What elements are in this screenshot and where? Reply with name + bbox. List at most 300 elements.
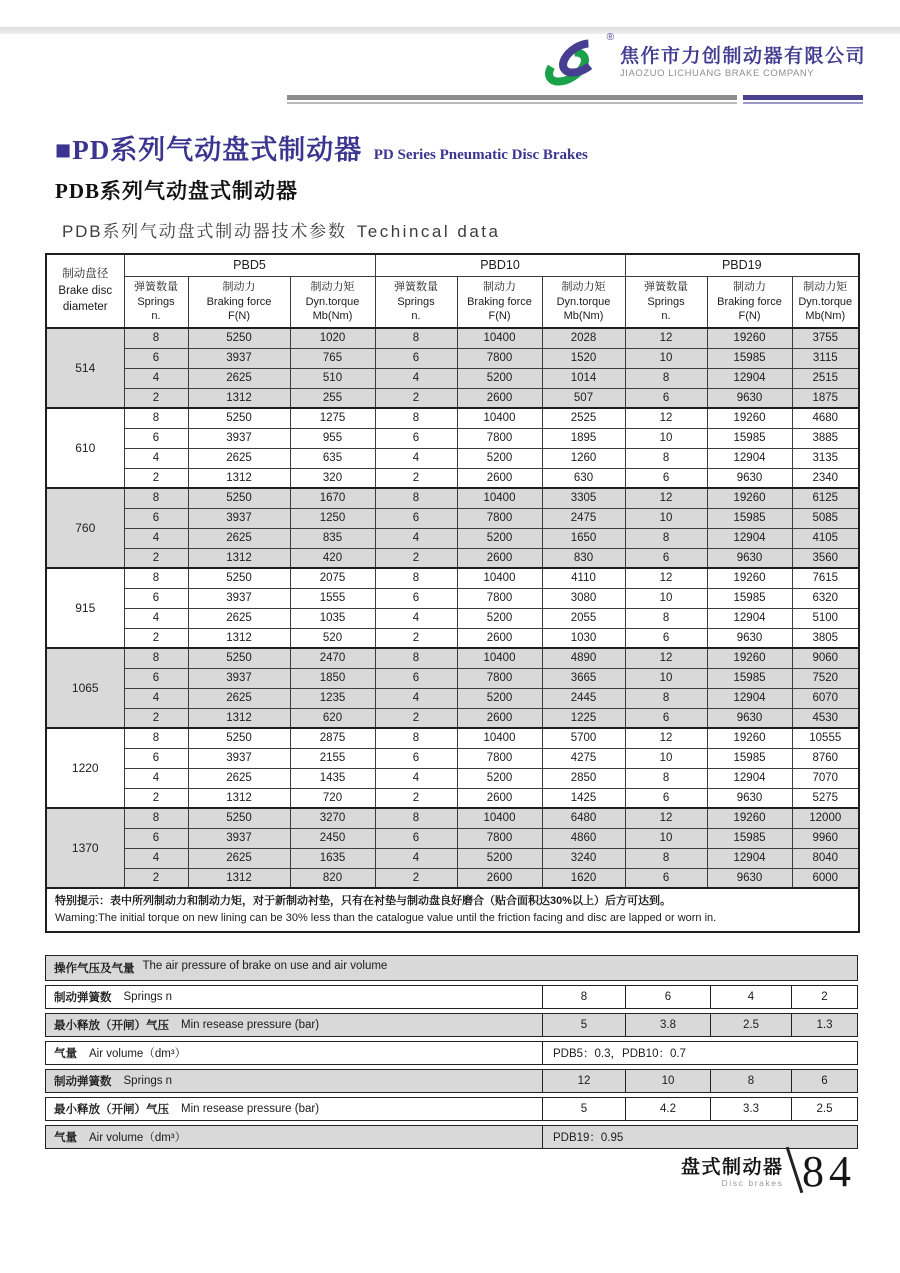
value-cell: 820 xyxy=(290,868,375,888)
value-cell: 12 xyxy=(625,488,707,508)
value-cell: 1275 xyxy=(290,408,375,428)
table-row xyxy=(46,468,859,488)
value-cell: 2 xyxy=(124,388,188,408)
value-cell: 6480 xyxy=(542,808,625,828)
page-top-edge xyxy=(0,27,900,34)
value-cell: 12 xyxy=(625,568,707,588)
value-cell: 3240 xyxy=(542,848,625,868)
value-cell: 3755 xyxy=(792,328,859,348)
value-cell: 5200 xyxy=(457,448,542,468)
value-cell: 5200 xyxy=(457,688,542,708)
value-cell: 10 xyxy=(625,748,707,768)
value-cell: 5250 xyxy=(188,328,290,348)
table-row xyxy=(46,848,859,868)
value-cell: 10400 xyxy=(457,728,542,748)
value-cell: 15985 xyxy=(707,668,792,688)
value-cell: 1620 xyxy=(542,868,625,888)
value-cell: 19260 xyxy=(707,808,792,828)
value-cell: 9960 xyxy=(792,828,859,848)
value-cell: 5275 xyxy=(792,788,859,808)
value-cell: 2 xyxy=(375,628,457,648)
value-cell: 10400 xyxy=(457,568,542,588)
value-cell: 15985 xyxy=(707,508,792,528)
spec-value: 1.3 xyxy=(791,1014,857,1036)
table-row xyxy=(46,768,859,788)
value-cell: 2625 xyxy=(188,528,290,548)
page-number: 84 xyxy=(802,1147,856,1196)
value-cell: 1650 xyxy=(542,528,625,548)
table-row xyxy=(46,608,859,628)
value-cell: 2155 xyxy=(290,748,375,768)
value-cell: 6 xyxy=(375,348,457,368)
value-cell: 10 xyxy=(625,348,707,368)
value-cell: 15985 xyxy=(707,828,792,848)
value-cell: 3305 xyxy=(542,488,625,508)
value-cell: 2475 xyxy=(542,508,625,528)
table-row xyxy=(46,508,859,528)
value-cell: 5250 xyxy=(188,728,290,748)
spec-row-springs-1 xyxy=(45,985,858,1009)
value-cell: 2625 xyxy=(188,368,290,388)
value-cell: 1014 xyxy=(542,368,625,388)
section-title-en: Techincal data xyxy=(356,222,501,241)
value-cell: 6 xyxy=(625,788,707,808)
value-cell: 8 xyxy=(625,768,707,788)
value-cell: 12904 xyxy=(707,768,792,788)
value-cell: 4275 xyxy=(542,748,625,768)
spec-value: 6 xyxy=(791,1070,857,1092)
value-cell: 2 xyxy=(375,388,457,408)
series-title-en: PD Series Pneumatic Disc Brakes xyxy=(373,147,588,163)
value-cell: 7800 xyxy=(457,508,542,528)
value-cell: 1895 xyxy=(542,428,625,448)
value-cell: 2 xyxy=(124,788,188,808)
spec-merged-value: PDB19：0.95 xyxy=(542,1126,857,1148)
value-cell: 1425 xyxy=(542,788,625,808)
value-cell: 12904 xyxy=(707,448,792,468)
value-cell: 4680 xyxy=(792,408,859,428)
value-cell: 1312 xyxy=(188,468,290,488)
spec-row-label: 制动弹簧数 Springs n xyxy=(54,1075,173,1088)
spec-section xyxy=(45,951,858,1149)
value-cell: 10 xyxy=(625,828,707,848)
value-cell: 8 xyxy=(375,648,457,668)
value-cell: 1670 xyxy=(290,488,375,508)
dyn-torque-header: 制动力矩 Dyn.torque Mb(Nm) xyxy=(542,276,625,328)
value-cell: 5200 xyxy=(457,528,542,548)
value-cell: 1635 xyxy=(290,848,375,868)
value-cell: 8 xyxy=(375,408,457,428)
value-cell: 7800 xyxy=(457,588,542,608)
value-cell: 10400 xyxy=(457,648,542,668)
value-cell: 4105 xyxy=(792,528,859,548)
value-cell: 8 xyxy=(375,728,457,748)
disc-diameter-cell: 1220 xyxy=(46,728,124,808)
value-cell: 3937 xyxy=(188,748,290,768)
value-cell: 1312 xyxy=(188,708,290,728)
table-row xyxy=(46,388,859,408)
value-cell: 2600 xyxy=(457,868,542,888)
company-logo xyxy=(540,34,612,92)
value-cell: 2 xyxy=(124,628,188,648)
value-cell: 1312 xyxy=(188,628,290,648)
table-note-en: Waming:The initial torque on new lining can be 30% less than the catalogue value until the friction facing and disc are lapped or worn in. xyxy=(55,911,717,924)
value-cell: 630 xyxy=(542,468,625,488)
table-row xyxy=(46,368,859,388)
value-cell: 3937 xyxy=(188,668,290,688)
value-cell: 3115 xyxy=(792,348,859,368)
table-row xyxy=(46,788,859,808)
value-cell: 6 xyxy=(124,588,188,608)
value-cell: 4 xyxy=(124,848,188,868)
value-cell: 8 xyxy=(124,808,188,828)
value-cell: 12 xyxy=(625,808,707,828)
table-row xyxy=(46,628,859,648)
table-row xyxy=(46,448,859,468)
value-cell: 2600 xyxy=(457,468,542,488)
value-cell: 3270 xyxy=(290,808,375,828)
value-cell: 2 xyxy=(375,708,457,728)
value-cell: 9630 xyxy=(707,628,792,648)
value-cell: 8 xyxy=(625,848,707,868)
value-cell: 3937 xyxy=(188,508,290,528)
value-cell: 2340 xyxy=(792,468,859,488)
sub-header-row xyxy=(46,276,859,328)
value-cell: 19260 xyxy=(707,408,792,428)
value-cell: 635 xyxy=(290,448,375,468)
value-cell: 1312 xyxy=(188,388,290,408)
table-row xyxy=(46,348,859,368)
value-cell: 19260 xyxy=(707,568,792,588)
value-cell: 6 xyxy=(375,428,457,448)
value-cell: 5200 xyxy=(457,368,542,388)
value-cell: 6 xyxy=(375,668,457,688)
value-cell: 9630 xyxy=(707,788,792,808)
value-cell: 2525 xyxy=(542,408,625,428)
value-cell: 8 xyxy=(625,528,707,548)
value-cell: 3885 xyxy=(792,428,859,448)
value-cell: 6 xyxy=(375,748,457,768)
value-cell: 6 xyxy=(625,708,707,728)
value-cell: 5250 xyxy=(188,568,290,588)
value-cell: 2 xyxy=(124,548,188,568)
value-cell: 8 xyxy=(124,648,188,668)
disc-diameter-cell: 915 xyxy=(46,568,124,648)
value-cell: 9630 xyxy=(707,388,792,408)
dyn-torque-header: 制动力矩 Dyn.torque Mb(Nm) xyxy=(290,276,375,328)
value-cell: 2075 xyxy=(290,568,375,588)
value-cell: 1850 xyxy=(290,668,375,688)
value-cell: 1555 xyxy=(290,588,375,608)
value-cell: 6000 xyxy=(792,868,859,888)
note-row xyxy=(46,888,859,932)
disc-diameter-cell: 610 xyxy=(46,408,124,488)
value-cell: 6 xyxy=(124,508,188,528)
page-footer xyxy=(681,1146,856,1194)
technical-data-table xyxy=(45,253,860,933)
spec-value: 5 xyxy=(542,1098,625,1120)
value-cell: 2 xyxy=(375,548,457,568)
value-cell: 2515 xyxy=(792,368,859,388)
dyn-torque-header: 制动力矩 Dyn.torque Mb(Nm) xyxy=(792,276,859,328)
value-cell: 6125 xyxy=(792,488,859,508)
model-header-pbd19: PBD19 xyxy=(625,254,859,276)
value-cell: 3937 xyxy=(188,348,290,368)
value-cell: 9630 xyxy=(707,468,792,488)
value-cell: 6 xyxy=(375,828,457,848)
table-row xyxy=(46,868,859,888)
table-row xyxy=(46,748,859,768)
spec-row-label: 最小释放（开闸）气压 Min resease pressure (bar) xyxy=(54,1103,320,1116)
spec-value: 10 xyxy=(625,1070,710,1092)
footer-label xyxy=(681,1158,784,1188)
value-cell: 4 xyxy=(375,608,457,628)
value-cell: 7800 xyxy=(457,748,542,768)
value-cell: 6 xyxy=(625,388,707,408)
spec-value: 5 xyxy=(542,1014,625,1036)
rule-purple-segment xyxy=(743,102,863,104)
value-cell: 15985 xyxy=(707,588,792,608)
value-cell: 19260 xyxy=(707,328,792,348)
value-cell: 5100 xyxy=(792,608,859,628)
value-cell: 1435 xyxy=(290,768,375,788)
company-name-en: JIAOZUO LICHUANG BRAKE COMPANY xyxy=(619,68,815,80)
value-cell: 3665 xyxy=(542,668,625,688)
value-cell: 2600 xyxy=(457,708,542,728)
value-cell: 9060 xyxy=(792,648,859,668)
value-cell: 10 xyxy=(625,588,707,608)
value-cell: 4 xyxy=(375,528,457,548)
value-cell: 835 xyxy=(290,528,375,548)
rule-purple-segment xyxy=(743,95,863,100)
value-cell: 4 xyxy=(124,368,188,388)
value-cell: 15985 xyxy=(707,748,792,768)
value-cell: 7800 xyxy=(457,428,542,448)
value-cell: 8 xyxy=(375,488,457,508)
value-cell: 2 xyxy=(375,868,457,888)
spec-value: 3.3 xyxy=(710,1098,791,1120)
spec-row-label: 最小释放（开闸）气压 Min resease pressure (bar) xyxy=(54,1019,320,1032)
value-cell: 1875 xyxy=(792,388,859,408)
footer-slash-divider xyxy=(785,1147,802,1193)
brake-disc-diameter-header: 制动盘径 Brake disc diameter xyxy=(46,254,124,328)
value-cell: 8 xyxy=(375,808,457,828)
value-cell: 6320 xyxy=(792,588,859,608)
spec-value: 4 xyxy=(710,986,791,1008)
spec-value: 8 xyxy=(542,986,625,1008)
value-cell: 1235 xyxy=(290,688,375,708)
value-cell: 255 xyxy=(290,388,375,408)
spec-header-cn: 操作气压及气量 xyxy=(54,963,135,975)
disc-diameter-cell: 1065 xyxy=(46,648,124,728)
value-cell: 2 xyxy=(375,468,457,488)
value-cell: 8760 xyxy=(792,748,859,768)
spec-row-air-volume-1 xyxy=(45,1041,858,1065)
value-cell: 4110 xyxy=(542,568,625,588)
value-cell: 2850 xyxy=(542,768,625,788)
header-rule-top xyxy=(287,95,863,100)
table-row xyxy=(46,828,859,848)
spec-value: 6 xyxy=(625,986,710,1008)
value-cell: 765 xyxy=(290,348,375,368)
value-cell: 5700 xyxy=(542,728,625,748)
value-cell: 1250 xyxy=(290,508,375,528)
value-cell: 12 xyxy=(625,408,707,428)
value-cell: 4 xyxy=(375,848,457,868)
value-cell: 1030 xyxy=(542,628,625,648)
spec-section-header xyxy=(45,955,858,981)
value-cell: 1020 xyxy=(290,328,375,348)
value-cell: 8 xyxy=(625,688,707,708)
value-cell: 3560 xyxy=(792,548,859,568)
value-cell: 420 xyxy=(290,548,375,568)
spec-row-pressure-1 xyxy=(45,1013,858,1037)
table-note-cn: 特别提示：表中所列制动力和制动力矩，对于新制动衬垫，只有在衬垫与制动盘良好磨合（贴合面积达30%以上）后方可达到。 xyxy=(55,895,672,907)
value-cell: 5200 xyxy=(457,768,542,788)
value-cell: 2445 xyxy=(542,688,625,708)
value-cell: 3080 xyxy=(542,588,625,608)
braking-force-header: 制动力 Braking force F(N) xyxy=(707,276,792,328)
section-title-cn: PDB系列气动盘式制动器技术参数 xyxy=(62,222,347,241)
value-cell: 12904 xyxy=(707,688,792,708)
value-cell: 12 xyxy=(625,328,707,348)
value-cell: 10 xyxy=(625,668,707,688)
value-cell: 8 xyxy=(124,488,188,508)
value-cell: 12000 xyxy=(792,808,859,828)
value-cell: 19260 xyxy=(707,648,792,668)
value-cell: 1520 xyxy=(542,348,625,368)
spec-value: 2.5 xyxy=(791,1098,857,1120)
value-cell: 8 xyxy=(625,448,707,468)
value-cell: 5200 xyxy=(457,848,542,868)
table-note xyxy=(46,888,859,932)
value-cell: 7800 xyxy=(457,828,542,848)
value-cell: 5250 xyxy=(188,808,290,828)
value-cell: 4 xyxy=(375,768,457,788)
value-cell: 6 xyxy=(625,548,707,568)
value-cell: 6 xyxy=(124,668,188,688)
value-cell: 9630 xyxy=(707,868,792,888)
header-rule-bottom xyxy=(287,102,863,104)
value-cell: 7070 xyxy=(792,768,859,788)
value-cell: 2625 xyxy=(188,448,290,468)
value-cell: 6 xyxy=(375,588,457,608)
value-cell: 7520 xyxy=(792,668,859,688)
table-row xyxy=(46,488,859,508)
table-row xyxy=(46,428,859,448)
value-cell: 6 xyxy=(124,748,188,768)
header xyxy=(540,34,866,92)
value-cell: 12 xyxy=(625,648,707,668)
value-cell: 9630 xyxy=(707,708,792,728)
table-row xyxy=(46,408,859,428)
value-cell: 10400 xyxy=(457,488,542,508)
value-cell: 12904 xyxy=(707,848,792,868)
value-cell: 6 xyxy=(375,508,457,528)
value-cell: 1312 xyxy=(188,548,290,568)
footer-label-en: Disc brakes xyxy=(721,1178,784,1188)
series-title xyxy=(55,128,588,167)
value-cell: 8 xyxy=(375,328,457,348)
model-header-row xyxy=(46,254,859,276)
value-cell: 4 xyxy=(124,608,188,628)
company-name-cn: 焦作市力创制动器有限公司 xyxy=(619,45,866,67)
value-cell: 15985 xyxy=(707,348,792,368)
value-cell: 3937 xyxy=(188,428,290,448)
table-row xyxy=(46,528,859,548)
table-row xyxy=(46,728,859,748)
model-header-pbd5: PBD5 xyxy=(124,254,375,276)
value-cell: 507 xyxy=(542,388,625,408)
value-cell: 4890 xyxy=(542,648,625,668)
value-cell: 8 xyxy=(124,408,188,428)
value-cell: 2600 xyxy=(457,788,542,808)
value-cell: 3937 xyxy=(188,588,290,608)
table-row xyxy=(46,328,859,348)
value-cell: 8 xyxy=(375,568,457,588)
value-cell: 4 xyxy=(375,368,457,388)
value-cell: 1312 xyxy=(188,868,290,888)
value-cell: 4 xyxy=(124,528,188,548)
rule-gray-segment xyxy=(287,95,737,100)
value-cell: 520 xyxy=(290,628,375,648)
value-cell: 12904 xyxy=(707,368,792,388)
disc-diameter-cell: 760 xyxy=(46,488,124,568)
value-cell: 4860 xyxy=(542,828,625,848)
value-cell: 10400 xyxy=(457,328,542,348)
value-cell: 10400 xyxy=(457,408,542,428)
value-cell: 2625 xyxy=(188,608,290,628)
table-row xyxy=(46,568,859,588)
value-cell: 1260 xyxy=(542,448,625,468)
value-cell: 5250 xyxy=(188,648,290,668)
spec-value: 8 xyxy=(710,1070,791,1092)
value-cell: 2600 xyxy=(457,628,542,648)
value-cell: 2600 xyxy=(457,388,542,408)
value-cell: 4 xyxy=(124,768,188,788)
value-cell: 4 xyxy=(375,448,457,468)
value-cell: 2875 xyxy=(290,728,375,748)
value-cell: 10 xyxy=(625,508,707,528)
value-cell: 3805 xyxy=(792,628,859,648)
company-name-block xyxy=(620,46,866,81)
value-cell: 6 xyxy=(625,628,707,648)
value-cell: 9630 xyxy=(707,548,792,568)
value-cell: 830 xyxy=(542,548,625,568)
value-cell: 2 xyxy=(375,788,457,808)
value-cell: 2028 xyxy=(542,328,625,348)
value-cell: 1035 xyxy=(290,608,375,628)
table-row xyxy=(46,588,859,608)
spec-row-pressure-2 xyxy=(45,1097,858,1121)
value-cell: 8 xyxy=(124,568,188,588)
springs-header: 弹簧数量 Springs n. xyxy=(625,276,707,328)
value-cell: 12904 xyxy=(707,528,792,548)
braking-force-header: 制动力 Braking force F(N) xyxy=(457,276,542,328)
value-cell: 1225 xyxy=(542,708,625,728)
value-cell: 7615 xyxy=(792,568,859,588)
table-row xyxy=(46,548,859,568)
springs-header: 弹簧数量 Springs n. xyxy=(375,276,457,328)
disc-diameter-cell: 1370 xyxy=(46,808,124,888)
company-logo-icon xyxy=(540,34,612,92)
value-cell: 3937 xyxy=(188,828,290,848)
model-header-pbd10: PBD10 xyxy=(375,254,625,276)
value-cell: 7800 xyxy=(457,348,542,368)
value-cell: 2600 xyxy=(457,548,542,568)
value-cell: 2450 xyxy=(290,828,375,848)
value-cell: 7800 xyxy=(457,668,542,688)
